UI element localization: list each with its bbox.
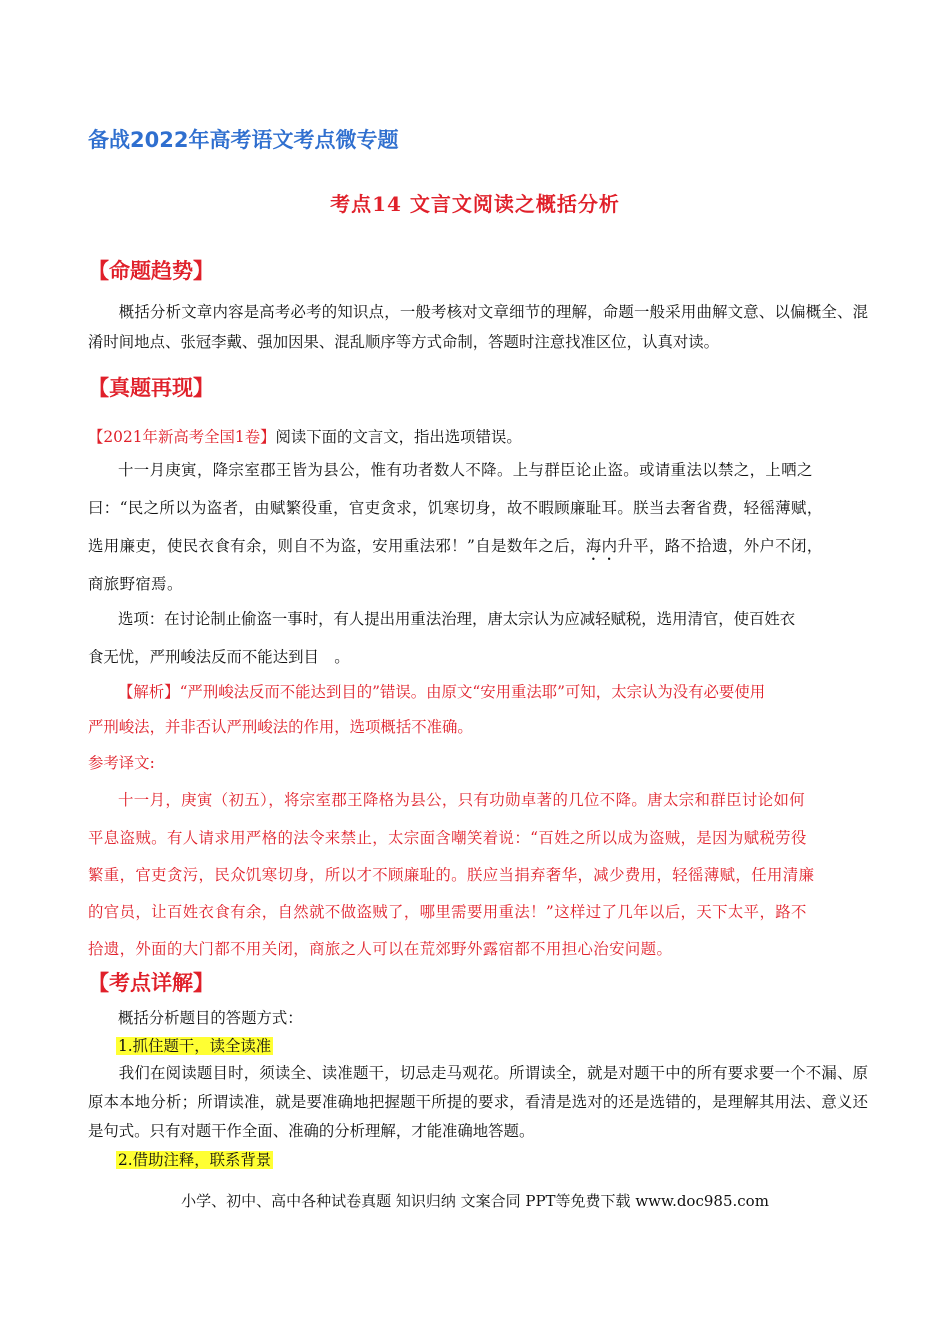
passage-line: 商旅野宿焉。 — [88, 575, 183, 593]
translation-line: 的官员，让百姓衣食有余，自然就不做盗贼了，哪里需要用重法！”这样过了几年以后，天下太平，路不 — [88, 903, 807, 921]
translation-label: 参考译文: — [88, 754, 155, 772]
exam-instruction-line — [88, 422, 522, 452]
footer-text: 小学、初中、高中各种试卷真题 知识归纳 文案合同 PPT等免费下载 www.doc985.com — [181, 1192, 769, 1210]
point1-title — [116, 1031, 273, 1061]
section-heading-real-exam: 【真题再现】 — [88, 376, 214, 400]
translation-line: 平息盗贼。有人请求用严格的法令来禁止，太宗面含嘲笑着说：“百姓之所以成为盗贼，是因为赋税劳役 — [88, 829, 807, 847]
passage-line: 十一月庚寅，降宗室郡王皆为县公，惟有功者数人不降。上与群臣论止盗。或请重法以禁之，上哂之 — [118, 461, 813, 479]
translation-line: 拾遗，外面的大门都不用关闭，商旅之人可以在荒郊野外露宿都不用担心治安问题。 — [88, 940, 673, 958]
exam-source: 【2021年新高考全国1卷】 — [88, 428, 276, 446]
point1-paragraph: 我们在阅读题目时，须读全、读准题干，切忌走马观花。所谓读全，就是对题干中的所有要求要一个不漏、原原本本地分析；所谓读准，就是要准确地把握题干所提的要求，看清是选对的还是选错的，是理解其用法、意义还是句式。只有对题干作全面、准确的分析理解，才能准确地答题。 — [88, 1064, 868, 1140]
analysis-line: 严刑峻法，并非否认严刑峻法的作用，选项概括不准确。 — [88, 718, 473, 736]
detail-intro: 概括分析题目的答题方式： — [118, 1009, 303, 1027]
main-title: 考点14 文言文阅读之概括分析 — [330, 192, 620, 216]
series-title: 备战2022年高考语文考点微专题 — [88, 128, 399, 152]
emphasized-word: 海内 — [585, 537, 618, 555]
passage-line: 曰：“民之所以为盗者，由赋繁役重，官吏贪求，饥寒切身，故不暇顾廉耻耳。朕当去奢省费，轻徭薄赋， — [88, 499, 823, 517]
option-line: 选项：在讨论制止偷盗一事时，有人提出用重法治理，唐太宗认为应减轻赋税，选用清官，使百姓衣 — [118, 610, 796, 628]
point2-highlight: 2.借助注释，联系背景 — [118, 1151, 272, 1169]
passage-line — [88, 528, 823, 565]
analysis-line: 【解析】“严刑峻法反而不能达到目的”错误。由原文“安用重法耶”可知，太宗认为没有必要使用 — [118, 683, 766, 701]
translation-line: 十一月，庚寅（初五），将宗室郡王降格为县公，只有功勋卓著的几位不降。唐太宗和群臣讨论如何 — [118, 791, 806, 809]
option-line: 食无忧，严刑峻法反而不能达到目 。 — [88, 648, 350, 666]
exam-instruction: 阅读下面的文言文，指出选项错误。 — [275, 428, 522, 446]
point2-title — [116, 1145, 273, 1175]
trend-paragraph: 概括分析文章内容是高考必考的知识点，一般考核对文章细节的理解，命题一般采用曲解文意、以偏概全、混淆时间地点、张冠李戴、强加因果、混乱顺序等方式命制，答题时注意找准区位，认真对读。 — [88, 303, 868, 351]
section-heading-trend: 【命题趋势】 — [88, 259, 214, 283]
passage-segment: 选用廉吏，使民衣食有余，则自不为盗，安用重法邪！”自是数年之后， — [88, 537, 586, 555]
point1-highlight: 1.抓住题干，读全读准 — [118, 1037, 272, 1055]
passage-segment: 升平，路不拾遗，外户不闭， — [617, 537, 823, 555]
translation-line: 繁重，官吏贪污，民众饥寒切身，所以才不顾廉耻的。朕应当捐弃奢华，减少费用，轻徭薄赋，任用清廉 — [88, 866, 815, 884]
section-heading-detail: 【考点详解】 — [88, 971, 214, 995]
